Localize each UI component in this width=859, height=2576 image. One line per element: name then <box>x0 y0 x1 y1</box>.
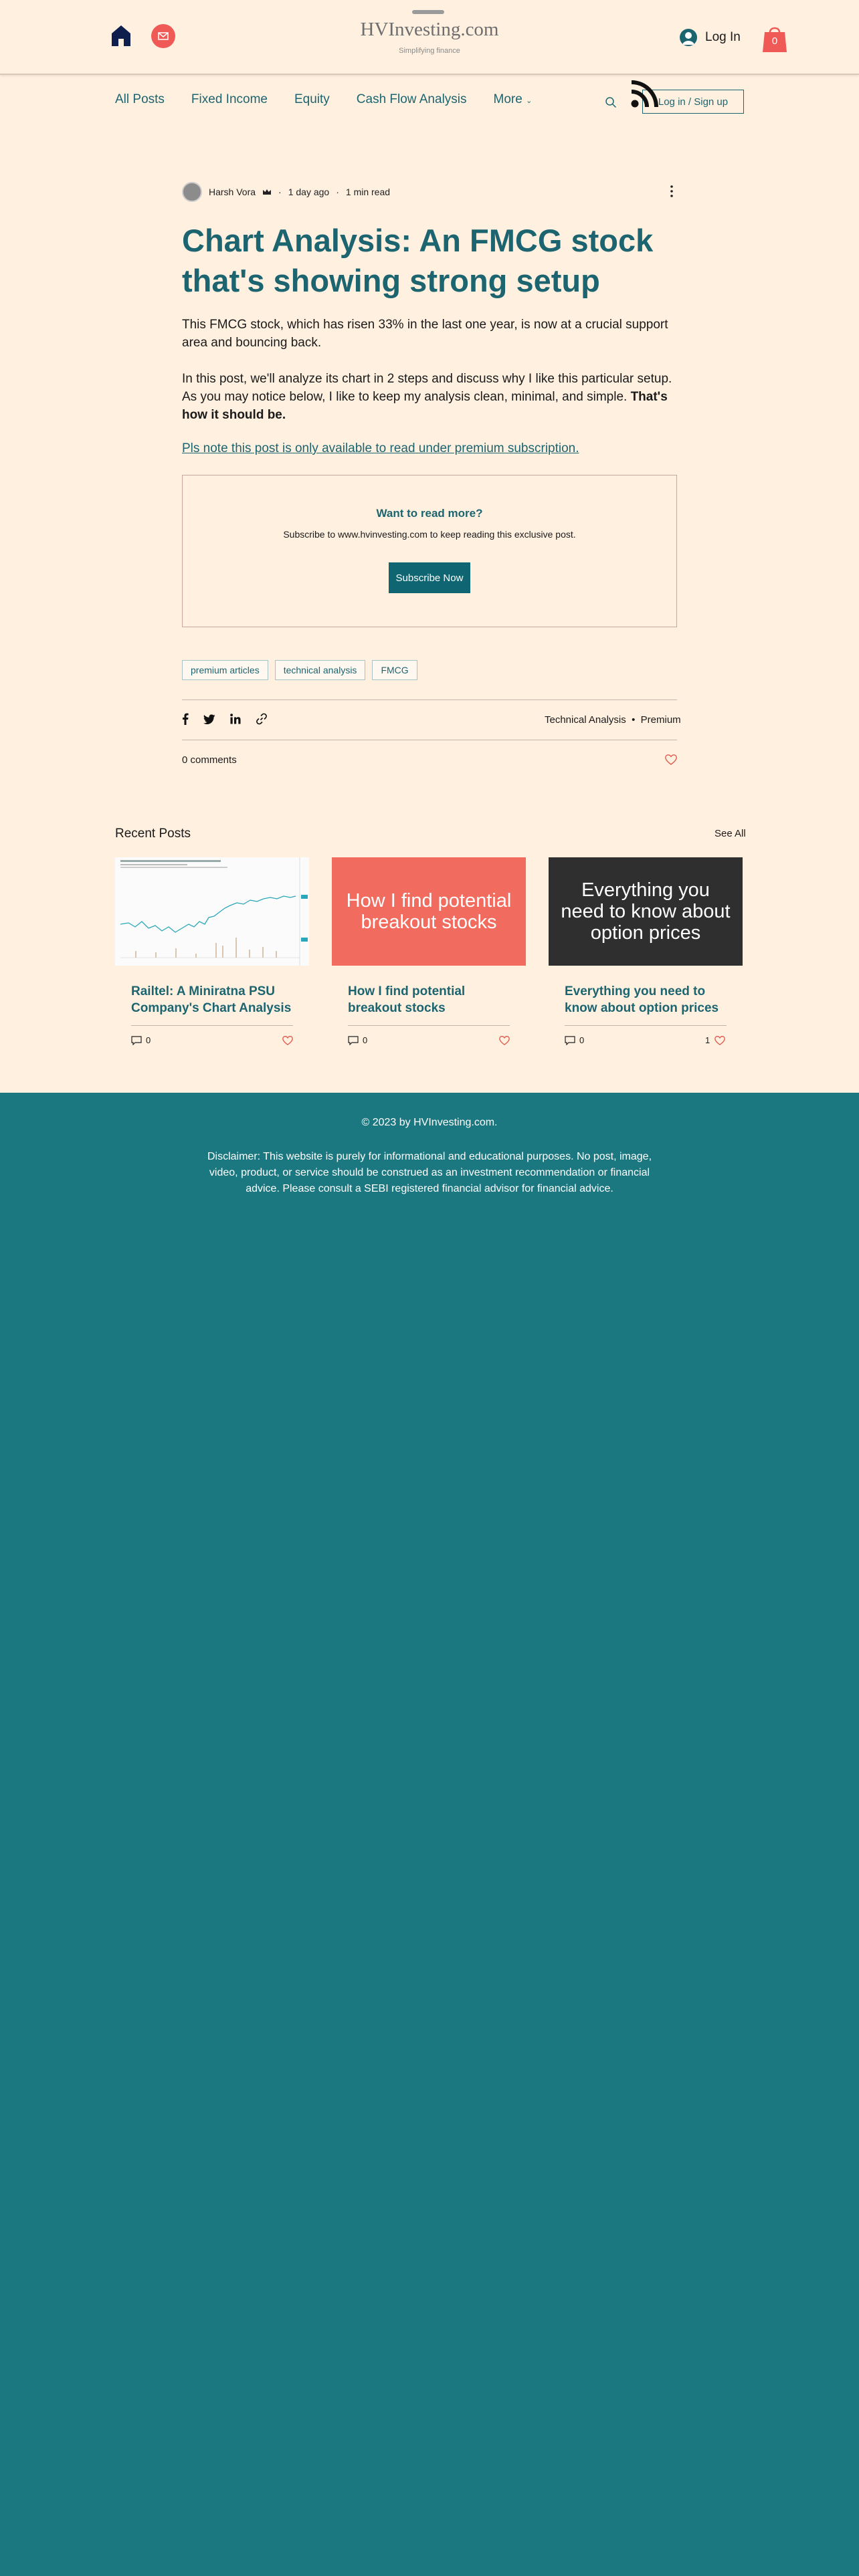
separator-dot: • <box>628 714 638 726</box>
comment-count: 0 <box>146 1035 151 1045</box>
account-icon <box>680 29 697 46</box>
separator-dot: · <box>278 187 282 197</box>
recent-posts-heading: Recent Posts <box>115 827 191 841</box>
subscribe-button[interactable]: Subscribe Now <box>389 562 470 593</box>
mail-icon[interactable] <box>151 24 175 48</box>
post-thumbnail[interactable]: How I find potential breakout stocks <box>332 857 526 966</box>
comment-count: 0 <box>363 1035 368 1045</box>
divider <box>565 1025 727 1026</box>
premium-note-link[interactable]: Pls note this post is only available to read under premium subscription. <box>182 441 579 455</box>
comment-count: 0 <box>579 1035 585 1045</box>
disclaimer: Disclaimer: This website is purely for informational and educational purposes. No post, image, video, product, or service should be construed as an investment recommendation or financial advice. Please consult a SEBI registered financial advisor for financial advice. <box>207 1151 652 1194</box>
site-footer <box>0 1093 859 2576</box>
paragraph-bold-text: That's how it should be. <box>182 390 668 422</box>
post-paragraph: This FMCG stock, which has risen 33% in the last one year, is now at a crucial support area and bouncing back. <box>182 318 668 350</box>
site-tagline: Simplifying finance <box>399 47 460 55</box>
crown-icon <box>262 189 272 195</box>
paywall-subtitle: Subscribe to www.hvinvesting.com to keep reading this exclusive post. <box>283 529 576 540</box>
nav-item-equity[interactable]: Equity <box>294 92 330 106</box>
category-link[interactable]: Technical Analysis <box>545 714 626 726</box>
separator-dot: · <box>336 187 339 197</box>
card-comments[interactable] <box>565 1035 584 1045</box>
recent-post-title[interactable]: Railtel: A Miniratna PSU Company's Chart Analysis <box>131 984 292 1015</box>
paragraph-text: In this post, we'll analyze its chart in 2 steps and discuss why I like this particular setup. As you may notice below, I like to keep my analysis clean, minimal, and simple. <box>182 372 672 404</box>
linkedin-icon[interactable] <box>230 714 241 724</box>
card-comments[interactable] <box>348 1035 367 1045</box>
link-icon[interactable] <box>256 713 268 725</box>
comment-icon <box>131 1036 142 1045</box>
site-title[interactable]: HVInvesting.com <box>360 19 499 40</box>
tag-fmcg[interactable]: FMCG <box>372 660 417 680</box>
tag-technical-analysis[interactable]: technical analysis <box>275 660 366 680</box>
blog-nav <box>115 92 532 107</box>
see-all-link[interactable]: See All <box>714 828 746 839</box>
nav-more-label: More <box>493 92 522 106</box>
nav-item-cash-flow-analysis[interactable]: Cash Flow Analysis <box>356 92 467 106</box>
comment-icon <box>348 1036 359 1045</box>
more-icon[interactable] <box>668 185 676 198</box>
category-link[interactable]: Premium <box>640 714 681 726</box>
search-icon[interactable] <box>605 96 617 108</box>
post-paragraph <box>182 370 677 424</box>
nav-item-all-posts[interactable]: All Posts <box>115 92 165 106</box>
nav-item-fixed-income[interactable]: Fixed Income <box>191 92 268 106</box>
paywall-title: Want to read more? <box>376 507 483 520</box>
post-thumbnail[interactable]: Everything you need to know about option prices <box>549 857 743 966</box>
post-time: 1 day ago <box>288 187 330 197</box>
heart-icon[interactable] <box>282 1036 293 1045</box>
avatar[interactable] <box>182 182 202 202</box>
read-time: 1 min read <box>345 187 391 197</box>
twitter-icon[interactable] <box>203 714 215 724</box>
heart-icon[interactable] <box>714 1036 725 1045</box>
tag-premium-articles[interactable]: premium articles <box>182 660 268 680</box>
paywall-box <box>182 475 677 627</box>
post-title: Chart Analysis: An FMCG stock that's showing strong setup <box>182 223 654 298</box>
recent-post-title[interactable]: Everything you need to know about option prices <box>565 984 719 1015</box>
drag-handle <box>412 10 444 14</box>
like-count: 1 <box>705 1035 710 1045</box>
card-comments[interactable] <box>131 1035 151 1045</box>
post-thumbnail[interactable] <box>115 857 309 966</box>
home-icon[interactable] <box>111 24 131 47</box>
comment-icon <box>565 1036 575 1045</box>
share-bar <box>182 713 268 725</box>
post-meta <box>182 182 390 202</box>
copyright: © 2023 by HVInvesting.com. <box>361 1117 498 1128</box>
rss-icon[interactable] <box>630 79 660 108</box>
cart-count: 0 <box>771 35 778 47</box>
nav-more-button[interactable] <box>494 92 533 107</box>
cart-icon[interactable] <box>763 24 787 53</box>
facebook-icon[interactable] <box>182 713 189 725</box>
heart-icon[interactable] <box>665 754 677 765</box>
post-categories <box>545 714 681 726</box>
comments-count[interactable]: 0 comments <box>182 754 237 766</box>
login-signup-button[interactable]: Log in / Sign up <box>642 90 744 114</box>
author-name[interactable]: Harsh Vora <box>209 187 256 197</box>
divider <box>131 1025 293 1026</box>
heart-icon[interactable] <box>499 1036 510 1045</box>
login-label: Log In <box>705 30 741 44</box>
recent-post-title[interactable]: How I find potential breakout stocks <box>348 984 466 1015</box>
chevron-down-icon: ⌄ <box>526 97 533 105</box>
tag-list <box>182 660 417 680</box>
divider <box>348 1025 510 1026</box>
login-button[interactable] <box>680 27 741 48</box>
